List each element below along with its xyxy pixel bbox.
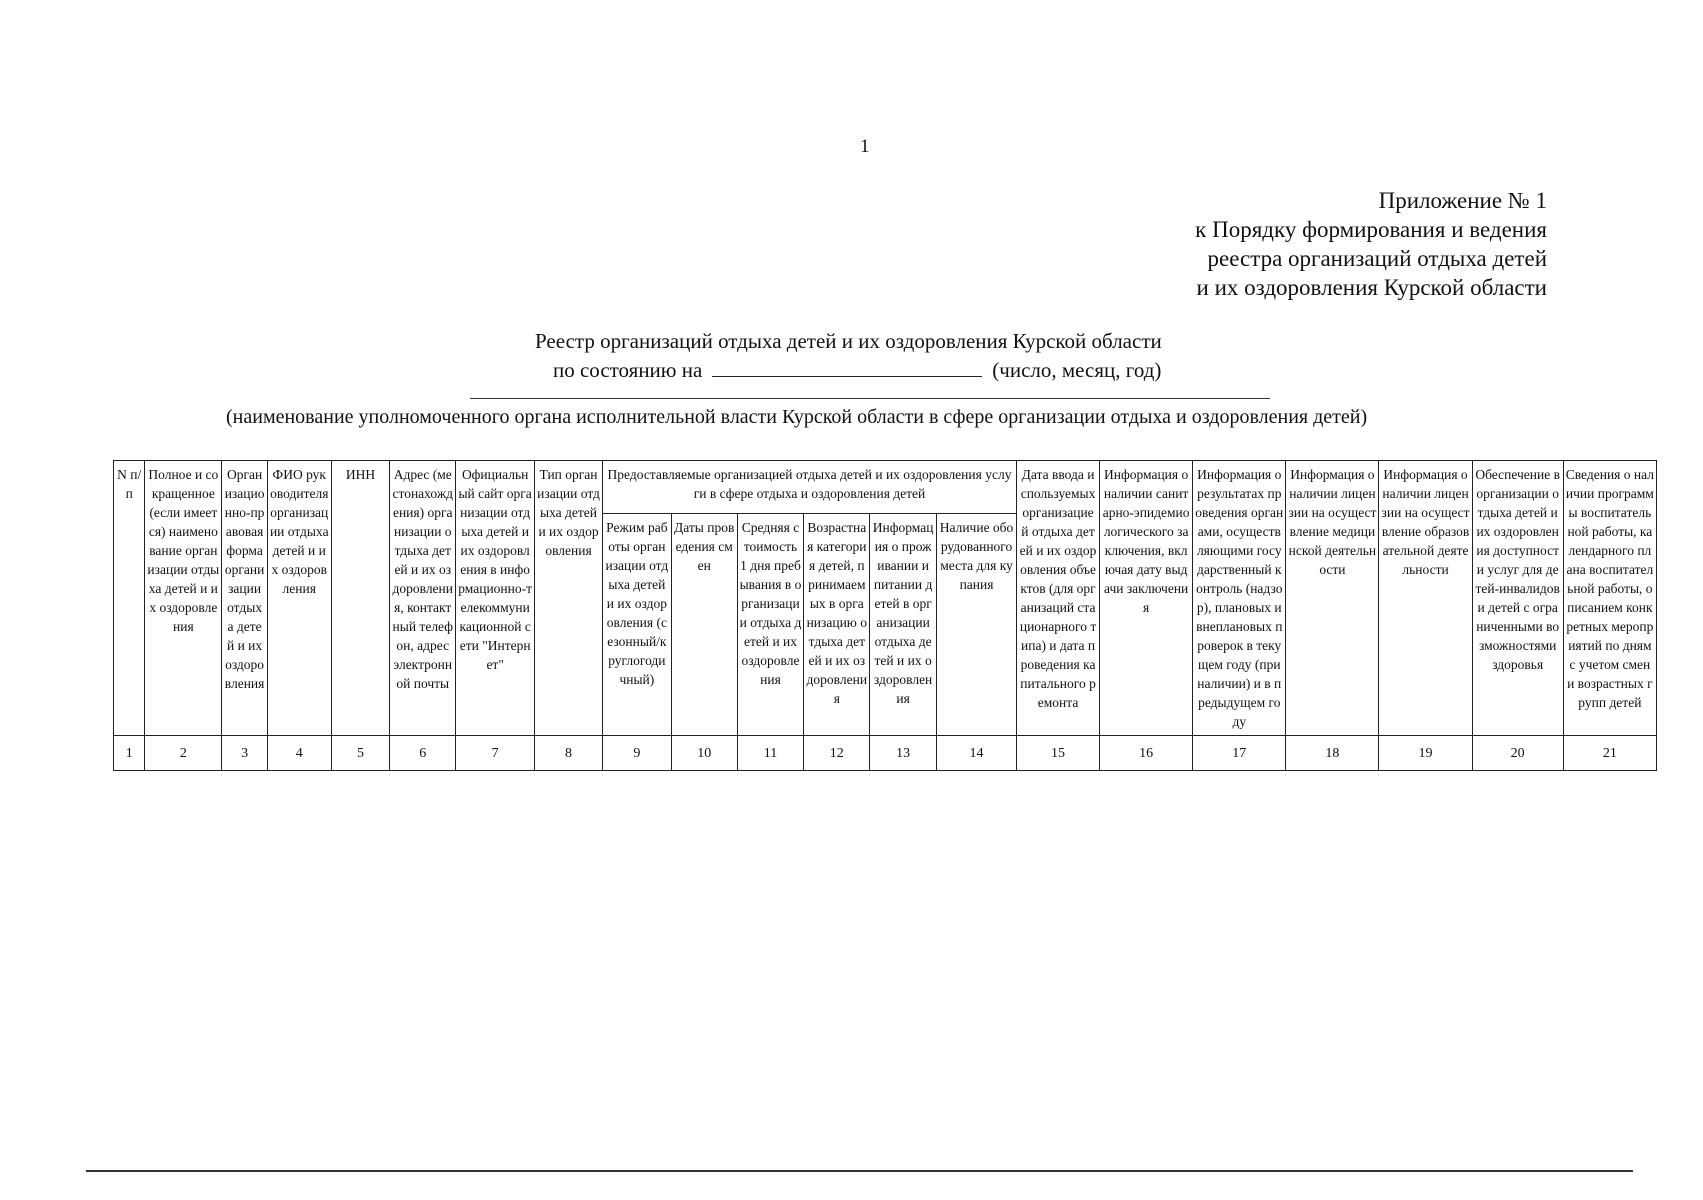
column-number: 7 [456, 736, 535, 771]
col-header-website: Официальный сайт организации отдыха детей и их оздоровления в информационно-телекоммуникационной сети "Интернет" [456, 461, 535, 736]
col-header-address: Адрес (местонахождения) организации отдыха детей и их оздоровления, контактный телефон, адрес электронной почты [390, 461, 456, 736]
org-name-blank-line [470, 398, 1270, 399]
subcol-header-age: Возрастная категория детей, принимаемых в организацию отдыха детей и их оздоровления [804, 513, 870, 735]
subcol-header-accommodation: Информация о проживании и питании детей в организации отдыха детей и их оздоровления [870, 513, 937, 735]
col-header-inn: ИНН [331, 461, 390, 736]
column-number: 14 [937, 736, 1017, 771]
col-header-type: Тип организации отдыха детей и их оздоровления [535, 461, 603, 736]
subcol-header-mode: Режим работы организации отдыха детей и их оздоровления (сезонный/круглогодичный) [602, 513, 671, 735]
footer-rule [86, 1170, 1633, 1172]
column-number: 13 [870, 736, 937, 771]
column-number: 8 [535, 736, 603, 771]
subcol-header-swimming: Наличие оборудованного места для купания [937, 513, 1017, 735]
column-number: 10 [671, 736, 737, 771]
col-header-education-license: Информация о наличии лицензии на осуществление образовательной деятельности [1379, 461, 1472, 736]
col-header-legal-form: Организационно-правовая форма организации отдыха детей и их оздоровления [222, 461, 268, 736]
appendix-line: реестра организаций отдыха детей [1207, 246, 1547, 271]
subcol-header-shift-dates: Даты проведения смен [671, 513, 737, 735]
page-number: 1 [860, 136, 870, 157]
col-group-services: Предоставляемые организацией отдыха детей и их оздоровления услуги в сфере отдыха и оздоровления детей [602, 461, 1016, 514]
col-header-accessibility: Обеспечение в организации отдыха детей и их оздоровления доступности услуг для детей-инвалидов и детей с ограниченными возможностями здоровья [1472, 461, 1563, 736]
column-number: 5 [331, 736, 390, 771]
registry-table [113, 460, 1657, 771]
col-header-number: N п/п [114, 461, 145, 736]
registry-table-container [113, 460, 1654, 1025]
column-number: 1 [114, 736, 145, 771]
col-header-commission-date: Дата ввода используемых организацией отдыха детей и их оздоровления объектов (для организаций стационарного типа) и дата проведения капитального ремонта [1017, 461, 1100, 736]
date-blank [712, 358, 982, 377]
col-header-sanitary: Информация о наличии санитарно-эпидемиологического заключения, включая дату выдачи заключения [1100, 461, 1193, 736]
column-number: 12 [804, 736, 870, 771]
appendix-line: и их оздоровления Курской области [1196, 275, 1547, 300]
date-suffix: (число, месяц, год) [992, 358, 1162, 382]
column-number: 11 [737, 736, 804, 771]
column-number: 15 [1017, 736, 1100, 771]
column-number: 17 [1193, 736, 1286, 771]
col-header-name: Полное и сокращенное (если имеется) наименование организации отдыха детей и их оздоровления [145, 461, 222, 736]
col-header-medical-license: Информация о наличии лицензии на осуществление медицинской деятельности [1286, 461, 1379, 736]
col-header-inspections: Информация о результатах проведения органами, осуществляющими государственный контроль (надзор), плановых и внеплановых проверок в текущем году (при наличии) и в предыдущем году [1193, 461, 1286, 736]
registry-date-line [553, 357, 1161, 384]
appendix-line: к Порядку формирования и ведения [1195, 217, 1547, 242]
registry-title: Реестр организаций отдыха детей и их оздоровления Курской области [535, 329, 1162, 353]
column-number: 6 [390, 736, 456, 771]
column-number: 21 [1563, 736, 1656, 771]
column-number: 18 [1286, 736, 1379, 771]
column-number: 3 [222, 736, 268, 771]
col-header-programs: Сведения о наличии программы воспитательной работы, календарного плана воспитательной работы, описанием конкретных мероприятий по дням с учетом смен и возрастных групп детей [1563, 461, 1656, 736]
date-prefix: по состоянию на [553, 358, 703, 382]
appendix-line: Приложение № 1 [1378, 188, 1547, 213]
column-number: 9 [602, 736, 671, 771]
column-number: 4 [267, 736, 331, 771]
col-header-director: ФИО руководителя организации отдыха детей и их оздоровления [267, 461, 331, 736]
column-number-row [114, 736, 1657, 771]
column-number: 20 [1472, 736, 1563, 771]
org-caption: (наименование уполномоченного органа исполнительной власти Курской области в сфере организации отдыха и оздоровления детей) [226, 406, 1368, 428]
column-number: 19 [1379, 736, 1472, 771]
subcol-header-cost: Средняя стоимость 1 дня пребывания в организации отдыха детей и их оздоровления [737, 513, 804, 735]
column-number: 2 [145, 736, 222, 771]
appendix-heading [1195, 186, 1547, 302]
column-number: 16 [1100, 736, 1193, 771]
